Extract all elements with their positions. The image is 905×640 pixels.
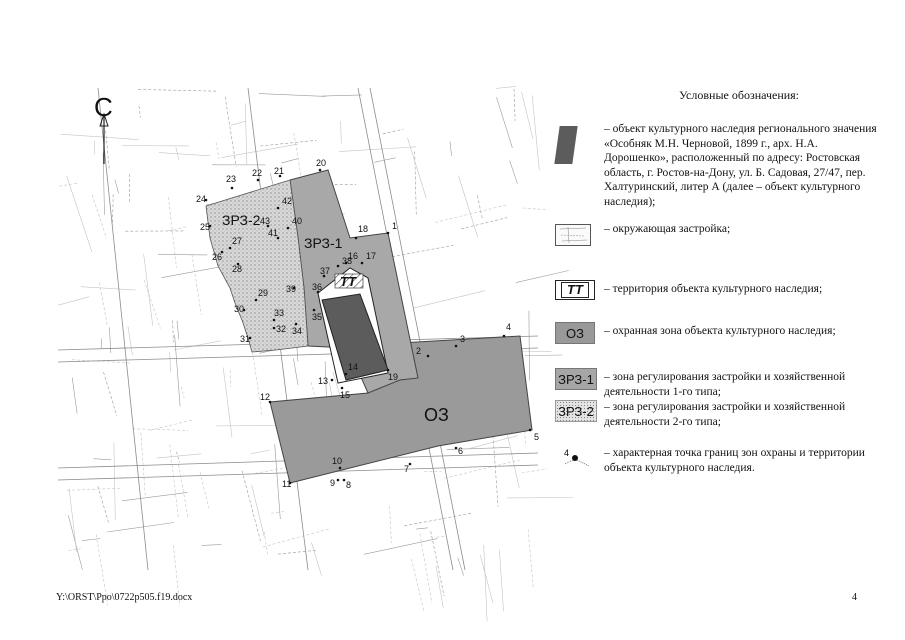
oz-symbol: ОЗ	[566, 325, 584, 341]
zrz1-swatch	[555, 368, 597, 390]
plan-line	[69, 489, 77, 552]
plan-line	[122, 492, 187, 500]
plan-line	[408, 138, 427, 198]
point-symbol: 4	[564, 448, 570, 458]
plan-line	[271, 511, 285, 513]
plan-line	[82, 539, 100, 541]
plan-line	[461, 218, 507, 229]
boundary-point-marker	[231, 187, 234, 190]
plan-line	[311, 382, 315, 398]
plan-line	[499, 550, 503, 612]
plan-line	[436, 536, 446, 537]
plan-line	[144, 254, 153, 326]
boundary-point-label: 38	[342, 256, 353, 266]
boundary-point-label: 12	[260, 392, 271, 402]
boundary-point-label: 22	[252, 168, 263, 178]
boundary-point-marker	[331, 379, 334, 382]
boundary-point-label: 13	[318, 376, 329, 386]
boundary-point-label: 19	[388, 372, 399, 382]
plan-line	[169, 227, 188, 231]
boundary-point-label: 20	[316, 158, 327, 168]
plan-line	[529, 311, 530, 381]
boundary-point-label: 5	[534, 432, 540, 442]
plan-line	[132, 429, 188, 431]
zrz2-swatch	[555, 400, 597, 422]
plan-line	[201, 545, 221, 546]
buildings-swatch	[555, 224, 591, 246]
boundary-point-label: 11	[282, 479, 292, 489]
legend-text-zrz2: – зона регулирования застройки и хозяйственной деятельности 2-го типа;	[604, 401, 846, 428]
boundary-point-marker	[387, 232, 390, 235]
boundary-point-marker	[427, 355, 430, 358]
plan-line	[139, 106, 141, 117]
point-swatch	[561, 448, 597, 470]
footer-page-number: 4	[852, 592, 857, 603]
boundary-point-label: 10	[332, 456, 343, 466]
boundary-point-marker	[273, 319, 276, 322]
plan-line	[192, 254, 201, 314]
oz-label: ОЗ	[424, 405, 449, 425]
zrz1-label: ЗРЗ-1	[304, 235, 343, 251]
plan-line	[216, 142, 219, 159]
boundary-point-label: 32	[276, 324, 287, 334]
boundary-point-label: 15	[340, 390, 351, 400]
plan-line	[59, 183, 77, 186]
boundary-point-label: 29	[258, 288, 269, 298]
boundary-point-label: 35	[312, 312, 323, 322]
legend-text-buildings: – окружающая застройка;	[604, 223, 731, 235]
territory-swatch	[555, 280, 595, 300]
zrz1-symbol: ЗРЗ-1	[558, 371, 594, 387]
boundary-point-label: 41	[268, 228, 279, 238]
plan-line	[67, 176, 92, 252]
boundary-point-marker	[277, 207, 280, 210]
north-label: С	[94, 92, 113, 122]
plan-line	[179, 465, 188, 517]
plan-line	[114, 443, 115, 520]
plan-line	[168, 197, 176, 268]
plan-line	[259, 94, 326, 97]
plan-line	[177, 321, 179, 340]
plan-line	[157, 454, 202, 458]
boundary-point-marker	[455, 345, 458, 348]
plan-line	[281, 159, 298, 163]
boundary-point-label: 3	[460, 334, 466, 344]
plan-line	[58, 297, 89, 306]
plan-line	[67, 488, 121, 490]
legend-text-territory: – территория объекта культурного наследия;	[604, 283, 823, 295]
plan-line	[260, 140, 316, 146]
boundary-point-marker	[409, 463, 412, 466]
plan-line	[177, 452, 180, 463]
boundary-point-label: 39	[286, 284, 297, 294]
boundary-point-label: 6	[458, 446, 464, 456]
plan-line	[404, 513, 472, 526]
boundary-point-label: 40	[292, 216, 303, 226]
plan-line	[341, 121, 342, 144]
boundary-point-marker	[387, 369, 390, 372]
plan-line	[278, 550, 317, 554]
boundary-point-marker	[455, 447, 458, 450]
plan-line	[390, 506, 392, 543]
plan-line	[411, 559, 424, 613]
legend-title: Условные обозначения:	[679, 88, 800, 102]
plan-line	[497, 97, 513, 148]
boundary-point-label: 37	[320, 266, 331, 276]
plan-line	[161, 267, 222, 278]
boundary-point-label: 17	[366, 251, 377, 261]
boundary-point-marker	[339, 467, 342, 470]
plan-line	[138, 89, 218, 91]
plan-line	[263, 529, 330, 547]
plan-line	[200, 472, 209, 508]
boundary-point-label: 30	[234, 304, 245, 314]
plan-line	[231, 121, 246, 125]
boundary-point-label: 34	[292, 326, 303, 336]
plan-line	[175, 335, 181, 406]
plan-line	[94, 459, 112, 460]
boundary-point-label: 9	[330, 478, 336, 488]
boundary-point-label: 28	[232, 264, 243, 274]
plan-line	[493, 436, 498, 507]
plan-line	[173, 320, 174, 342]
boundary-point-marker	[341, 387, 344, 390]
plan-line	[525, 355, 562, 356]
boundary-point-label: 8	[346, 480, 352, 490]
plan-line	[104, 372, 117, 416]
boundary-point-label: 31	[240, 334, 251, 344]
plan-line	[510, 161, 518, 184]
plan-line	[264, 532, 267, 555]
plan-line	[532, 96, 539, 171]
plan-line	[514, 89, 515, 121]
boundary-point-marker	[295, 323, 298, 326]
plan-line	[416, 528, 428, 529]
plan-line	[477, 196, 482, 219]
boundary-point-marker	[287, 227, 290, 230]
legend-text-zrz1: – зона регулирования застройки и хозяйственной деятельности 1-го типа;	[604, 371, 846, 398]
boundary-point-marker	[273, 327, 276, 330]
plan-line	[68, 549, 80, 551]
plan-line	[98, 486, 109, 524]
boundary-point-label: 1	[392, 221, 398, 231]
plan-line	[109, 327, 110, 353]
boundary-point-marker	[361, 262, 364, 265]
plan-line	[128, 326, 133, 355]
boundary-point-marker	[503, 335, 506, 338]
plan-line	[496, 86, 516, 88]
boundary-point-marker	[313, 309, 316, 312]
plan-line	[245, 103, 247, 164]
boundary-point-label: 16	[348, 251, 359, 261]
plan-line	[339, 147, 416, 152]
boundary-point-label: 36	[312, 282, 323, 292]
boundary-point-marker	[343, 479, 346, 482]
plan-line	[458, 176, 477, 238]
boundary-point-label: 25	[200, 222, 211, 232]
plan-line	[528, 529, 533, 589]
plan-line	[450, 142, 452, 157]
oz-swatch	[555, 322, 595, 344]
boundary-point-label: 21	[274, 166, 285, 176]
plan-line	[115, 180, 119, 194]
plan-line	[522, 92, 533, 139]
boundary-point-marker	[255, 299, 258, 302]
street-line	[98, 88, 148, 570]
plan-line	[522, 469, 548, 473]
plan-line	[100, 282, 108, 325]
boundary-point-marker	[345, 373, 348, 376]
plan-line	[107, 523, 174, 533]
heritage-swatch	[554, 126, 577, 164]
plan-line	[252, 485, 265, 537]
plan-line	[221, 144, 298, 158]
plan-line	[158, 254, 207, 255]
boundary-point-marker	[355, 237, 358, 240]
plan-line	[383, 129, 404, 134]
plan-line	[435, 205, 507, 223]
legend-text-point: – характерная точка границ зон охраны и территории объекта культурного наследия.	[604, 447, 865, 474]
boundary-point-label: 7	[404, 464, 410, 474]
plan-line	[480, 555, 493, 603]
boundary-point-label: 2	[416, 346, 422, 356]
plan-line	[242, 471, 261, 542]
plan-line	[81, 287, 136, 290]
plan-line	[275, 444, 281, 519]
plan-line	[322, 95, 362, 96]
boundary-point-label: 26	[212, 252, 223, 262]
territory-label: ТТ	[340, 274, 356, 289]
boundary-point-label: 24	[196, 194, 207, 204]
site-plan-map	[58, 88, 538, 570]
footer-file-path: Y:\ORST\Ppo\0722p505.f19.docx	[56, 592, 193, 603]
plan-line	[170, 352, 171, 373]
legend-text-oz: – охранная зона объекта культурного наследия;	[604, 325, 836, 337]
plan-line	[420, 534, 432, 604]
plan-line	[72, 377, 77, 413]
boundary-point-label: 4	[506, 322, 512, 332]
boundary-point-label: 42	[282, 196, 293, 206]
plan-line	[484, 545, 487, 621]
plan-line	[294, 133, 301, 177]
boundary-point-marker	[529, 429, 532, 432]
plan-line	[523, 208, 549, 210]
zrz2-label: ЗРЗ-2	[222, 212, 261, 228]
boundary-point-label: 18	[358, 224, 369, 234]
legend-text-heritage: – объект культурного наследия регионального значения «Особняк М.Н. Черновой, 1899 г., арх. Н.А. Дорошенко», расположенный по адресу: Ростовская область, г. Ростов-на-Дону, ул. Б. Садовая, 27/47, пер. Халтуринский, литер А (далее – объект культурного наследия);	[604, 123, 877, 208]
boundary-point-label: 33	[274, 308, 285, 318]
zrz2-symbol: ЗРЗ-2	[558, 403, 594, 419]
boundary-point-marker	[257, 179, 260, 182]
plan-line	[251, 450, 270, 454]
plan-line	[293, 358, 298, 385]
plan-line	[431, 531, 444, 596]
boundary-point-label: 23	[226, 174, 237, 184]
plan-line	[159, 153, 210, 156]
territory-symbol: ТТ	[561, 282, 589, 298]
plan-line	[181, 387, 184, 399]
plan-line	[364, 539, 437, 555]
plan-line	[150, 420, 193, 430]
plan-line	[414, 291, 485, 308]
plan-line	[506, 428, 519, 488]
boundary-point-marker	[229, 247, 232, 250]
plan-line	[252, 347, 262, 414]
boundary-point-label: 43	[260, 216, 271, 226]
boundary-point-marker	[319, 169, 322, 172]
plan-line	[61, 134, 139, 139]
plan-line	[445, 460, 520, 478]
boundary-point-label: 27	[232, 236, 243, 246]
boundary-point-marker	[337, 265, 340, 268]
plan-line	[170, 445, 179, 518]
plan-line	[113, 194, 114, 223]
boundary-point-marker	[337, 479, 340, 482]
plan-line	[312, 543, 322, 576]
boundary-point-label: 14	[348, 362, 359, 372]
